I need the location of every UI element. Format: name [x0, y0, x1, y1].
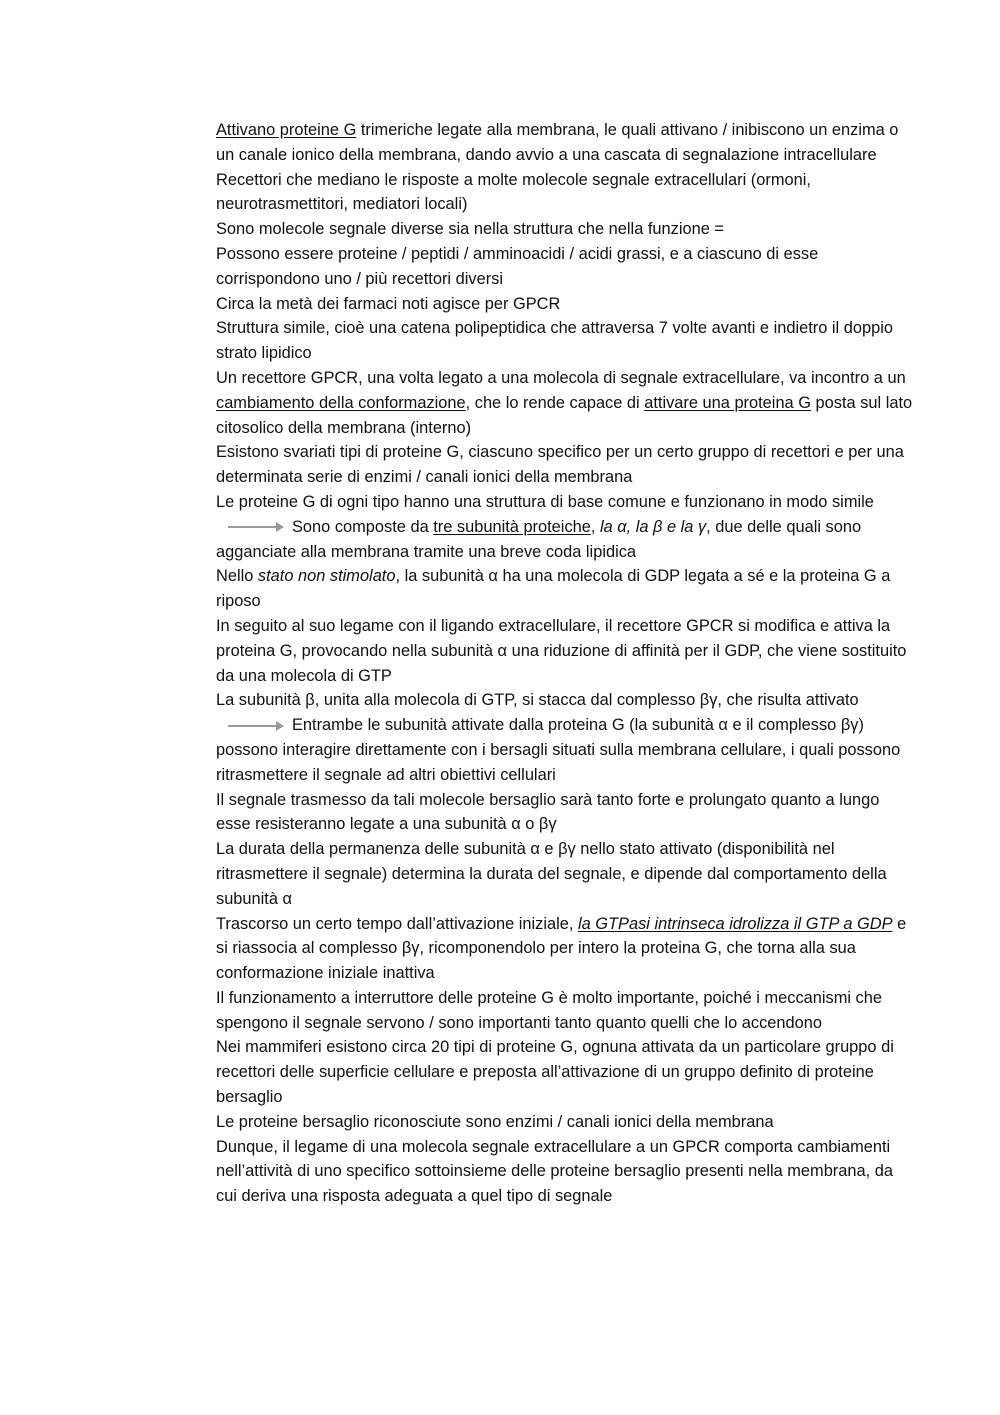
text-run: Il segnale trasmesso da tali molecole bersaglio sarà tanto forte e prolungato quanto a lungo esse resisteranno legate a una subunità α o βγ: [216, 790, 880, 834]
text-run: Sono molecole segnale diverse sia nella struttura che nella funzione =: [216, 220, 724, 239]
text-run: trimeriche legate alla membrana, le quali attivano / inibiscono un enzima o un canale ionico della membrana, dando avvio a una cascata di segnalazione intracellulare: [216, 121, 899, 164]
paragraph: [216, 292, 916, 317]
paragraph: [216, 614, 916, 688]
italic-text: la α, la β e la γ: [599, 517, 707, 536]
paragraph: [216, 912, 916, 986]
text-run: Possono essere proteine / peptidi / amminoacidi / acidi grassi, e a ciascuno di esse corrispondono uno / più recettori diversi: [216, 244, 819, 288]
paragraph: [216, 1135, 916, 1209]
text-run: In seguito al suo legame con il ligando extracellulare, il recettore GPCR si modifica e attiva la proteina G, provocando nella subunità α una riduzione di affinità per il GDP, che viene sostituito da una molecola di GTP: [216, 616, 907, 685]
underlined-text: tre subunità proteiche: [433, 517, 591, 536]
paragraph: [216, 366, 916, 440]
italic-text: stato non stimolato: [257, 567, 396, 586]
text-run: Il funzionamento a interruttore delle proteine G è molto importante, poiché i meccanismi che spengono il segnale servono / sono importanti tanto quanto quelli che lo accendono: [216, 988, 882, 1032]
underlined-text: attivare una proteina G: [644, 393, 811, 412]
text-run: ,: [590, 517, 600, 536]
text-run: Sono composte da: [292, 517, 434, 536]
text-run: Entrambe le subunità attivate dalla proteina G (la subunità α e il complesso βγ) possono interagire direttamente con i bersagli situati sulla membrana cellulare, i quali possono ritrasmettere il segnale ad altri obiettivi cellulari: [216, 716, 901, 784]
text-run: Le proteine bersaglio riconosciute sono enzimi / canali ionici della membrana: [216, 1112, 774, 1131]
text-run: Struttura simile, cioè una catena polipeptidica che attraversa 7 volte avanti e indietro il doppio strato lipidico: [216, 319, 893, 363]
underlined-text: Attivano proteine G: [216, 121, 357, 139]
paragraph: [216, 1110, 916, 1135]
text-run: La subunità β, unita alla molecola di GTP, si stacca dal complesso βγ, che risulta attivato: [216, 691, 859, 710]
text-run: Le proteine G di ogni tipo hanno una struttura di base comune e funzionano in modo simile: [216, 492, 874, 511]
text-run: , la subunità α ha una molecola di GDP legata a sé e la proteina G a riposo: [216, 567, 891, 611]
text-run: Trascorso un certo tempo dall’attivazione iniziale,: [216, 914, 578, 933]
text-run: Nello: [216, 567, 258, 586]
text-run: Circa la metà dei farmaci noti agisce per GPCR: [216, 294, 561, 313]
paragraph: [216, 564, 916, 614]
text-run: Dunque, il legame di una molecola segnale extracellulare a un GPCR comporta cambiamenti nell’attività di uno specifico sottoinsieme delle proteine bersaglio presenti nella membrana, da cui deriva una risposta adeguata a quel tipo di segnale: [216, 1137, 893, 1206]
text-run: Nei mammiferi esistono circa 20 tipi di proteine G, ognuna attivata da un particolare gruppo di recettori delle superficie cellulare e preposta all’attivazione di un gruppo definito di proteine bersaglio: [216, 1038, 894, 1107]
paragraph: [216, 788, 916, 838]
arrow-right-icon: [228, 721, 284, 731]
paragraph: [216, 168, 916, 218]
text-run: posta sul lato citosolico della membrana (interno): [216, 393, 913, 437]
underlined-text: cambiamento della conformazione: [216, 393, 466, 412]
paragraph: [216, 242, 916, 292]
underlined-italic-text: la GTPasi intrinseca idrolizza il GTP a GDP: [577, 914, 893, 933]
paragraph: [216, 217, 916, 242]
text-run: , due delle quali sono agganciate alla membrana tramite una breve coda lipidica: [216, 517, 862, 561]
text-run: Un recettore GPCR, una volta legato a una molecola di segnale extracellulare, va incontro a un: [216, 368, 906, 387]
paragraph: [216, 1035, 916, 1109]
arrow-right-icon: [228, 522, 284, 532]
paragraph: [216, 440, 916, 490]
text-run: , che lo rende capace di: [465, 393, 645, 412]
paragraph: [216, 316, 916, 366]
text-run: La durata della permanenza delle subunità α e βγ nello stato attivato (disponibilità nel ritrasmettere il segnale) determina la durata del segnale, e dipende dal comportamento della subunità α: [216, 840, 887, 908]
paragraph: [216, 490, 916, 564]
text-run: Recettori che mediano le risposte a molte molecole segnale extracellulari (ormoni, neurotrasmettitori, mediatori locali): [216, 170, 811, 214]
paragraph: [216, 688, 916, 787]
text-run: Esistono svariati tipi di proteine G, ciascuno specifico per un certo gruppo di recettori e per una determinata serie di enzimi / canali ionici della membrana: [216, 443, 904, 487]
document-body: [216, 118, 916, 1209]
paragraph: [216, 837, 916, 911]
paragraph: [216, 986, 916, 1036]
text-run: e si riassocia al complesso βγ, ricomponendolo per intero la proteina G, che torna alla sua conformazione iniziale inattiva: [216, 914, 907, 983]
paragraph: [216, 118, 916, 168]
